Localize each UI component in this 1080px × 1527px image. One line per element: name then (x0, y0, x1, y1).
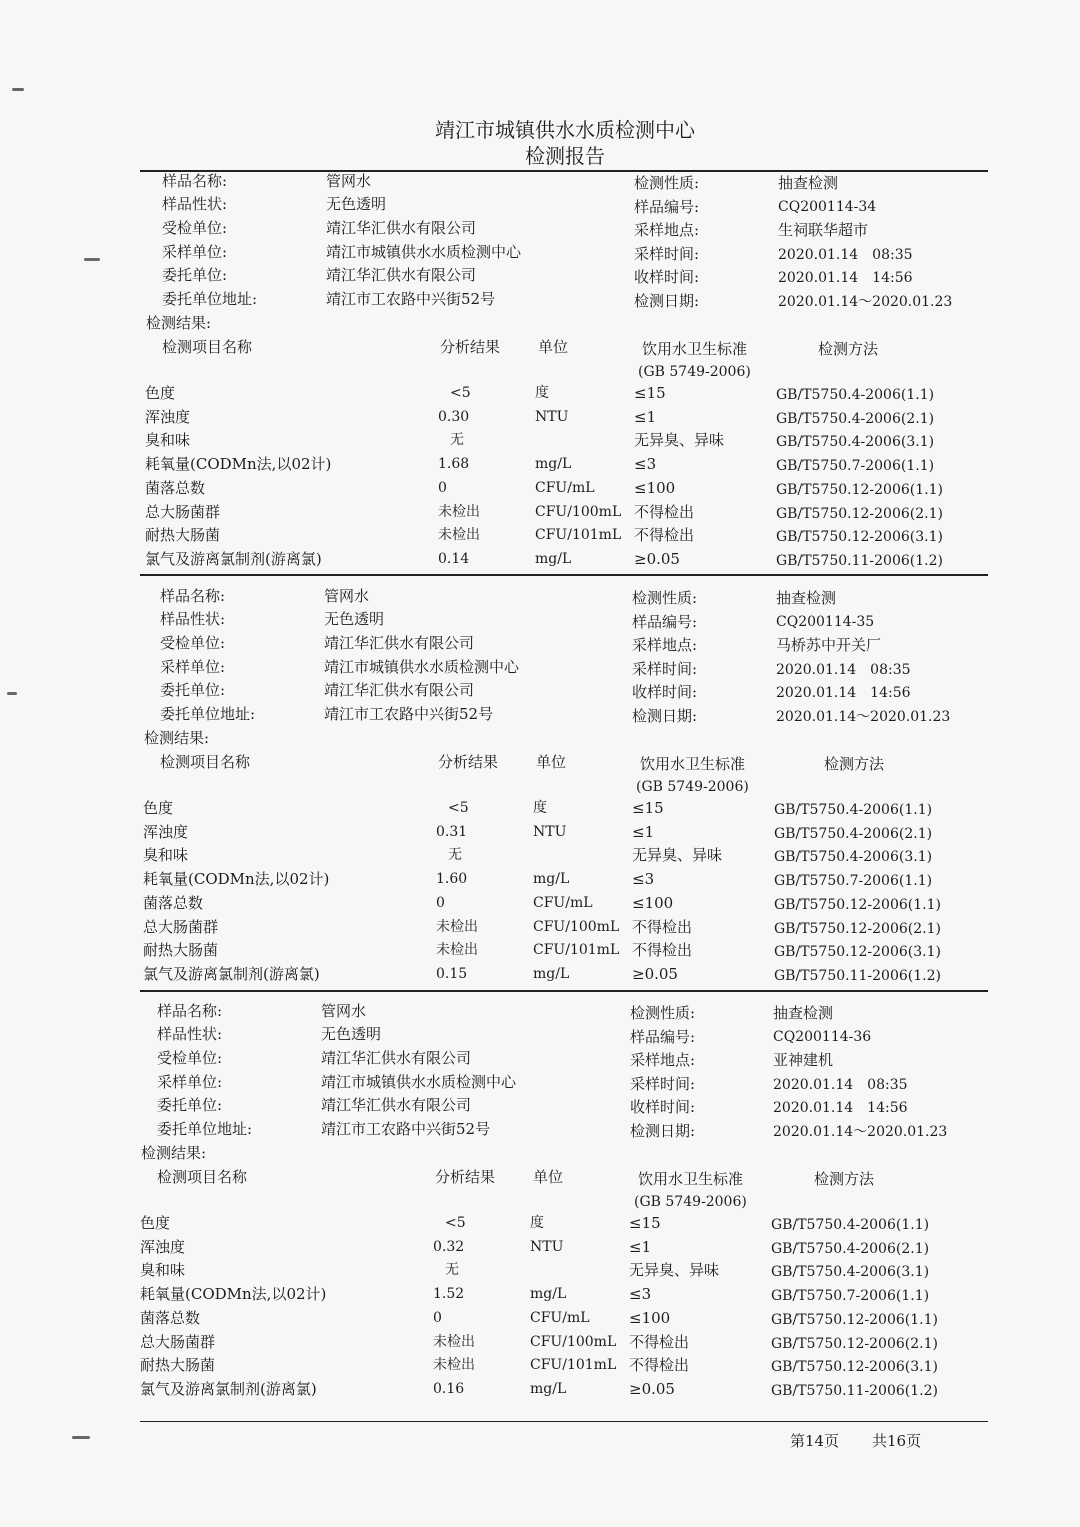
header-standard-ref: (GB 5749-2006) (636, 779, 749, 795)
sampling-site-value: 亚神建机 (773, 1051, 834, 1069)
test-date-value: 2020.01.14～2020.01.23 (773, 1124, 948, 1140)
label-inspected-unit: 受检单位: (160, 634, 226, 652)
label-receiving-time: 收样时间: (634, 268, 700, 286)
inspected-unit-value: 靖江华汇供水有限公司 (324, 634, 475, 652)
cell-unit: CFU/101mL (533, 942, 620, 959)
sampling-time-value: 2020.01.14 08:35 (778, 247, 913, 263)
cell-method: GB/T5750.4-2006(2.1) (771, 1240, 930, 1257)
cell-method: GB/T5750.4-2006(3.1) (771, 1264, 930, 1281)
label-sampling-site: 采样地点: (630, 1051, 696, 1069)
cell-item: 耐热大肠菌 (143, 941, 219, 960)
cell-item: 耐热大肠菌 (140, 1356, 216, 1375)
cell-standard: ≤1 (632, 822, 655, 841)
cell-item: 总大肠菌群 (143, 917, 219, 936)
cell-standard: 不得检出 (634, 526, 695, 545)
label-client-unit: 委托单位: (157, 1096, 223, 1114)
header-item: 检测项目名称 (162, 338, 253, 356)
cell-standard: ≥0.05 (632, 964, 678, 983)
cell-item: 色度 (143, 799, 174, 817)
label-client-unit: 委托单位: (162, 266, 228, 284)
label-sampling-unit: 采样单位: (162, 243, 228, 261)
cell-unit: CFU/mL (530, 1309, 590, 1326)
cell-method: GB/T5750.12-2006(1.1) (776, 481, 943, 498)
cell-result: 未检出 (436, 918, 478, 935)
cell-standard: ≤100 (632, 893, 674, 912)
header-standard: 饮用水卫生标准 (642, 340, 748, 358)
cell-standard: 不得检出 (634, 502, 695, 521)
cell-unit: 度 (533, 800, 547, 816)
label-client-unit: 委托单位: (160, 681, 226, 699)
sample-report (0, 1001, 1080, 1409)
cell-method: GB/T5750.4-2006(3.1) (774, 849, 933, 866)
header-standard-ref: (GB 5749-2006) (634, 1194, 747, 1210)
header-item: 检测项目名称 (157, 1168, 248, 1186)
label-client-address: 委托单位地址: (162, 290, 258, 308)
label-sample-state: 样品性状: (160, 610, 226, 628)
test-date-value: 2020.01.14～2020.01.23 (776, 709, 951, 725)
header-standard: 饮用水卫生标准 (640, 755, 746, 773)
cell-item: 浑浊度 (143, 822, 189, 841)
label-sample-state: 样品性状: (162, 195, 228, 213)
sample-state-value: 无色透明 (326, 195, 387, 213)
cell-result: 0.15 (436, 965, 468, 982)
cell-unit: mg/L (530, 1286, 567, 1303)
label-results: 检测结果: (141, 1144, 207, 1162)
sample-name-value: 管网水 (326, 172, 372, 190)
cell-item: 浑浊度 (145, 407, 191, 426)
cell-result: 无 (448, 847, 462, 864)
cell-item: 臭和味 (143, 846, 189, 865)
sample-report (0, 586, 1080, 994)
footer-rule (140, 1421, 988, 1422)
cell-method: GB/T5750.12-2006(1.1) (774, 896, 941, 913)
label-sample-state: 样品性状: (157, 1025, 223, 1043)
cell-item: 菌落总数 (143, 893, 204, 912)
cell-unit: CFU/101mL (535, 527, 622, 544)
cell-result: <5 (445, 1215, 466, 1231)
cell-result: 未检出 (438, 527, 480, 544)
cell-item: 浑浊度 (140, 1237, 186, 1256)
client-address-value: 靖江市工农路中兴街52号 (324, 705, 494, 723)
label-sample-name: 样品名称: (157, 1002, 223, 1020)
label-sample-no: 样品编号: (632, 613, 698, 631)
cell-method: GB/T5750.11-2006(1.2) (771, 1382, 938, 1399)
header-result: 分析结果 (440, 338, 501, 356)
test-nature-value: 抽查检测 (778, 174, 839, 192)
cell-standard: ≤100 (629, 1308, 671, 1327)
cell-result: 1.60 (436, 871, 468, 888)
cell-method: GB/T5750.12-2006(3.1) (776, 529, 943, 546)
label-receiving-time: 收样时间: (630, 1098, 696, 1116)
header-method: 检测方法 (818, 340, 879, 358)
cell-result: 0.14 (438, 550, 470, 567)
sampling-unit-value: 靖江市城镇供水水质检测中心 (321, 1073, 517, 1091)
label-sampling-time: 采样时间: (630, 1075, 696, 1093)
cell-result: 未检出 (438, 503, 480, 520)
sampling-site-value: 生祠联华超市 (778, 221, 869, 239)
scan-mark (12, 88, 24, 91)
label-test-date: 检测日期: (632, 707, 698, 725)
receiving-time-value: 2020.01.14 14:56 (778, 270, 913, 286)
cell-unit: CFU/101mL (530, 1357, 617, 1374)
cell-unit: NTU (535, 408, 569, 425)
cell-standard: ≤15 (634, 384, 666, 402)
cell-standard: ≥0.05 (629, 1379, 675, 1398)
label-test-date: 检测日期: (634, 292, 700, 310)
cell-standard: ≤1 (629, 1237, 652, 1256)
cell-unit: CFU/100mL (535, 503, 622, 520)
label-test-date: 检测日期: (630, 1122, 696, 1140)
header-result: 分析结果 (438, 753, 499, 771)
cell-item: 臭和味 (140, 1261, 186, 1280)
inspected-unit-value: 靖江华汇供水有限公司 (321, 1049, 472, 1067)
label-sample-no: 样品编号: (630, 1028, 696, 1046)
label-sample-no: 样品编号: (634, 198, 700, 216)
cell-standard: 无异臭、异味 (634, 431, 725, 450)
sample-state-value: 无色透明 (321, 1025, 382, 1043)
cell-unit: CFU/mL (535, 479, 595, 496)
cell-result: 1.68 (438, 456, 470, 473)
sampling-time-value: 2020.01.14 08:35 (773, 1077, 908, 1093)
sampling-unit-value: 靖江市城镇供水水质检测中心 (326, 243, 522, 261)
header-method: 检测方法 (814, 1170, 875, 1188)
cell-method: GB/T5750.7-2006(1.1) (771, 1288, 930, 1305)
cell-result: 无 (450, 432, 464, 449)
cell-result: 无 (445, 1262, 459, 1279)
report-title: 靖江市城镇供水水质检测中心 (435, 118, 695, 142)
cell-standard: ≤15 (632, 799, 664, 817)
sampling-time-value: 2020.01.14 08:35 (776, 662, 911, 678)
cell-method: GB/T5750.4-2006(2.1) (774, 825, 933, 842)
cell-result: 0.30 (438, 408, 470, 425)
cell-item: 菌落总数 (145, 478, 206, 497)
label-sample-name: 样品名称: (162, 172, 228, 190)
cell-method: GB/T5750.12-2006(1.1) (771, 1311, 938, 1328)
test-nature-value: 抽查检测 (773, 1004, 834, 1022)
label-test-nature: 检测性质: (632, 589, 698, 607)
client-address-value: 靖江市工农路中兴街52号 (326, 290, 496, 308)
cell-method: GB/T5750.12-2006(2.1) (771, 1335, 938, 1352)
sample-name-value: 管网水 (321, 1002, 367, 1020)
cell-unit: mg/L (533, 871, 570, 888)
cell-result: 0.16 (433, 1380, 465, 1397)
sample-no-value: CQ200114-35 (776, 614, 875, 630)
cell-unit: 度 (535, 385, 549, 401)
cell-result: 0 (438, 479, 447, 496)
cell-item: 菌落总数 (140, 1308, 201, 1327)
label-inspected-unit: 受检单位: (157, 1049, 223, 1067)
cell-result: 0.31 (436, 823, 468, 840)
cell-standard: 不得检出 (632, 917, 693, 936)
cell-method: GB/T5750.4-2006(1.1) (774, 802, 933, 818)
cell-result: 0.32 (433, 1238, 465, 1255)
cell-standard: ≤3 (634, 455, 657, 474)
cell-standard: 无异臭、异味 (632, 846, 723, 865)
cell-result: 未检出 (433, 1357, 475, 1374)
header-standard-ref: (GB 5749-2006) (638, 364, 751, 380)
header-unit: 单位 (538, 338, 569, 356)
cell-standard: ≤3 (629, 1285, 652, 1304)
label-sampling-unit: 采样单位: (157, 1073, 223, 1091)
page-number: 第14页 (790, 1432, 840, 1450)
sample-state-value: 无色透明 (324, 610, 385, 628)
cell-unit: CFU/100mL (530, 1333, 617, 1350)
cell-unit: NTU (530, 1238, 564, 1255)
header-method: 检测方法 (824, 755, 885, 773)
header-unit: 单位 (536, 753, 567, 771)
cell-standard: 不得检出 (632, 941, 693, 960)
header-unit: 单位 (533, 1168, 564, 1186)
cell-item: 耐热大肠菌 (145, 526, 221, 545)
label-sampling-unit: 采样单位: (160, 658, 226, 676)
header-item: 检测项目名称 (160, 753, 251, 771)
cell-item: 氯气及游离氯制剂(游离氯) (140, 1379, 317, 1398)
inspected-unit-value: 靖江华汇供水有限公司 (326, 219, 477, 237)
cell-unit: 度 (530, 1215, 544, 1231)
test-nature-value: 抽查检测 (776, 589, 837, 607)
cell-unit: CFU/100mL (533, 918, 620, 935)
receiving-time-value: 2020.01.14 14:56 (776, 685, 911, 701)
label-sampling-time: 采样时间: (634, 245, 700, 263)
header-standard: 饮用水卫生标准 (638, 1170, 744, 1188)
cell-method: GB/T5750.4-2006(1.1) (776, 387, 935, 403)
cell-method: GB/T5750.7-2006(1.1) (776, 458, 935, 475)
label-sampling-time: 采样时间: (632, 660, 698, 678)
cell-result: 0 (436, 894, 445, 911)
sample-name-value: 管网水 (324, 587, 370, 605)
cell-unit: mg/L (535, 550, 572, 567)
cell-item: 总大肠菌群 (140, 1332, 216, 1351)
cell-method: GB/T5750.12-2006(3.1) (771, 1359, 938, 1376)
cell-method: GB/T5750.12-2006(3.1) (774, 944, 941, 961)
scan-mark (72, 1436, 90, 1439)
cell-item: 耗氧量(CODMn法,以02计) (140, 1285, 327, 1304)
client-unit-value: 靖江华汇供水有限公司 (324, 681, 475, 699)
client-address-value: 靖江市工农路中兴街52号 (321, 1120, 491, 1138)
cell-standard: 无异臭、异味 (629, 1261, 720, 1280)
label-sampling-site: 采样地点: (634, 221, 700, 239)
cell-method: GB/T5750.11-2006(1.2) (774, 967, 941, 984)
client-unit-value: 靖江华汇供水有限公司 (326, 266, 477, 284)
cell-unit: mg/L (530, 1380, 567, 1397)
report-subtitle: 检测报告 (525, 144, 605, 168)
label-sampling-site: 采样地点: (632, 636, 698, 654)
test-date-value: 2020.01.14～2020.01.23 (778, 294, 953, 310)
label-client-address: 委托单位地址: (160, 705, 256, 723)
cell-item: 臭和味 (145, 431, 191, 450)
cell-item: 色度 (145, 384, 176, 402)
label-inspected-unit: 受检单位: (162, 219, 228, 237)
cell-item: 氯气及游离氯制剂(游离氯) (143, 964, 320, 983)
cell-standard: ≤15 (629, 1214, 661, 1232)
sample-no-value: CQ200114-34 (778, 199, 877, 215)
cell-method: GB/T5750.12-2006(2.1) (776, 505, 943, 522)
page-total: 共16页 (872, 1432, 922, 1450)
cell-method: GB/T5750.4-2006(3.1) (776, 434, 935, 451)
cell-standard: 不得检出 (629, 1356, 690, 1375)
sample-no-value: CQ200114-36 (773, 1029, 872, 1045)
receiving-time-value: 2020.01.14 14:56 (773, 1100, 908, 1116)
cell-item: 色度 (140, 1214, 171, 1232)
label-client-address: 委托单位地址: (157, 1120, 253, 1138)
cell-standard: ≤3 (632, 870, 655, 889)
cell-result: <5 (450, 385, 471, 401)
label-results: 检测结果: (144, 729, 210, 747)
cell-unit: NTU (533, 823, 567, 840)
cell-method: GB/T5750.11-2006(1.2) (776, 552, 943, 569)
label-results: 检测结果: (146, 314, 212, 332)
cell-method: GB/T5750.7-2006(1.1) (774, 873, 933, 890)
cell-method: GB/T5750.4-2006(1.1) (771, 1217, 930, 1233)
label-test-nature: 检测性质: (634, 174, 700, 192)
cell-item: 耗氧量(CODMn法,以02计) (143, 870, 330, 889)
cell-result: 未检出 (436, 942, 478, 959)
cell-result: 0 (433, 1309, 442, 1326)
cell-item: 氯气及游离氯制剂(游离氯) (145, 549, 322, 568)
cell-result: <5 (448, 800, 469, 816)
cell-unit: CFU/mL (533, 894, 593, 911)
cell-method: GB/T5750.12-2006(2.1) (774, 920, 941, 937)
cell-standard: ≤1 (634, 407, 657, 426)
cell-standard: 不得检出 (629, 1332, 690, 1351)
label-sample-name: 样品名称: (160, 587, 226, 605)
cell-standard: ≥0.05 (634, 549, 680, 568)
header-result: 分析结果 (435, 1168, 496, 1186)
label-receiving-time: 收样时间: (632, 683, 698, 701)
cell-unit: mg/L (533, 965, 570, 982)
client-unit-value: 靖江华汇供水有限公司 (321, 1096, 472, 1114)
cell-method: GB/T5750.4-2006(2.1) (776, 410, 935, 427)
cell-unit: mg/L (535, 456, 572, 473)
cell-item: 总大肠菌群 (145, 502, 221, 521)
sample-report (0, 171, 1080, 579)
cell-result: 1.52 (433, 1286, 465, 1303)
label-test-nature: 检测性质: (630, 1004, 696, 1022)
cell-item: 耗氧量(CODMn法,以02计) (145, 455, 332, 474)
cell-result: 未检出 (433, 1333, 475, 1350)
cell-standard: ≤100 (634, 478, 676, 497)
sampling-unit-value: 靖江市城镇供水水质检测中心 (324, 658, 520, 676)
sampling-site-value: 马桥苏中开关厂 (776, 636, 882, 654)
